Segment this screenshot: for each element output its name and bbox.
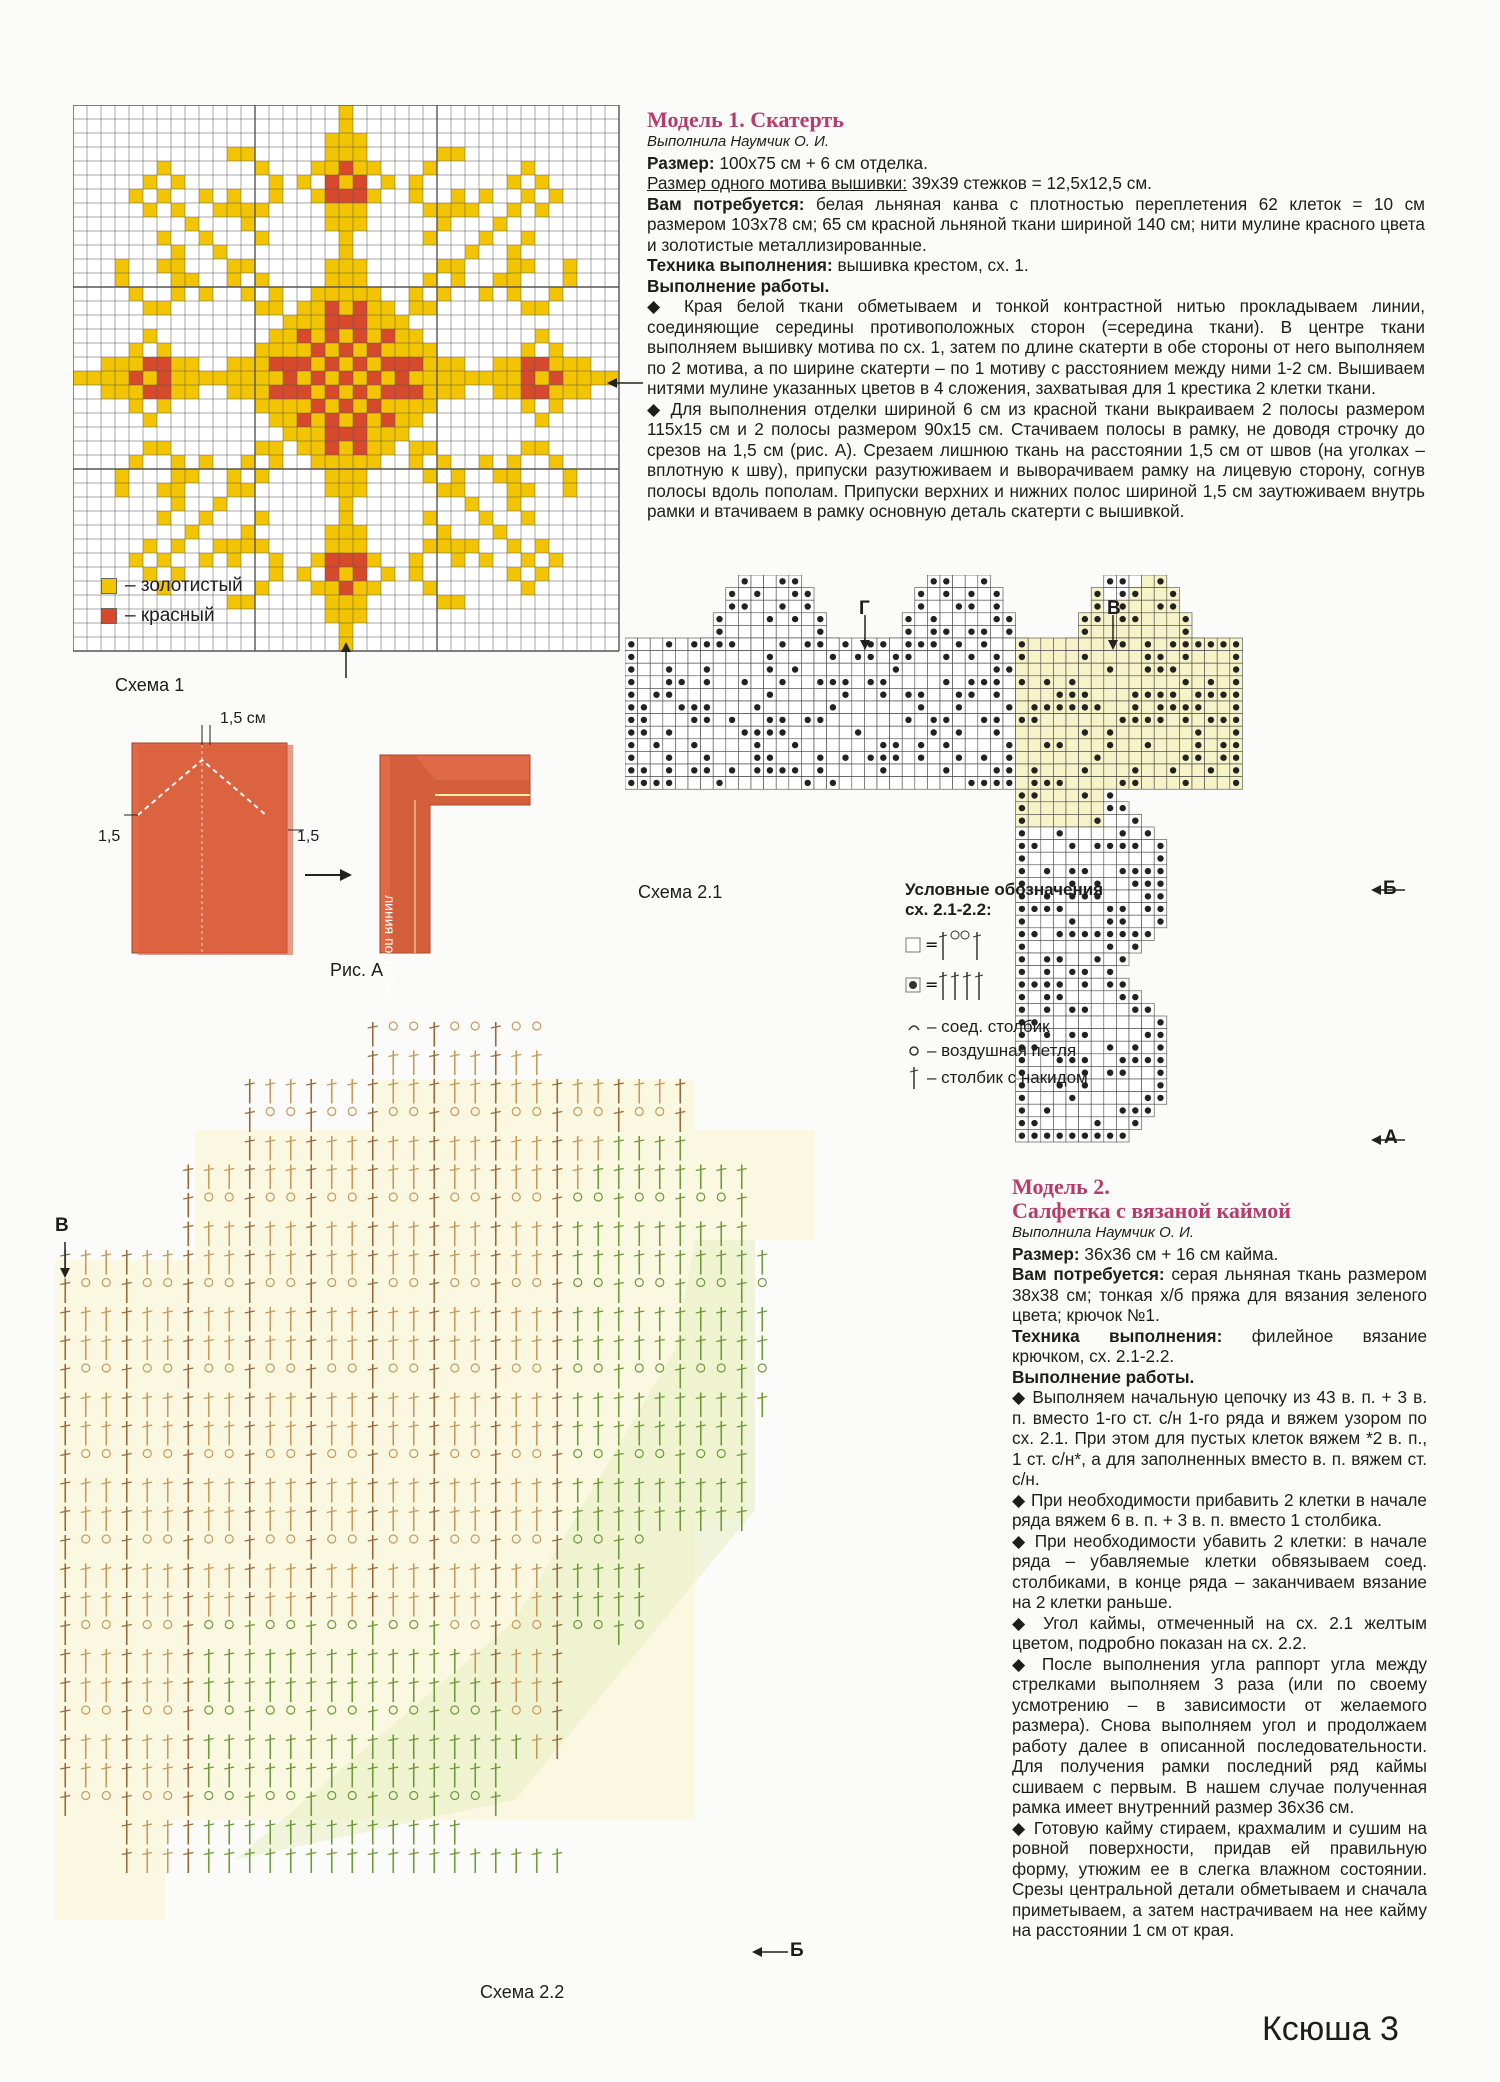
fig-a-fold-line: линия подгибки — [382, 895, 398, 997]
gold-swatch-icon — [101, 578, 117, 594]
model2-author: Выполнила Наумчик О. И. — [1012, 1224, 1195, 1241]
fig-a-caption: Рис. А — [330, 960, 384, 980]
model1-motif-value: 39х39 стежков = 12,5х12,5 см. — [906, 173, 1152, 193]
fig-a-dim-top: 1,5 см — [220, 710, 266, 727]
model2-title-2: Салфетка с вязаной каймой — [1012, 1198, 1291, 1223]
model1-paragraph-2: ◆ Для выполнения отделки шириной 6 см из красной ткани выкраиваем 2 полосы размером 115х15 см и 2 полосы размером 90х15 см. Стачиваем полосы в рамку, не доводя строчку до срезов на 1,5 см (рис. А). Срезаем лишнюю ткань на расстоянии 1,5 см от швов (на уголках – вплотную к шву), припуски разутюживаем и выворачиваем рамку на лицевую сторону, согнув полосы вдоль пополам. Припуски верхних и нижних полос шириной 1,5 см заутюживаем внутрь рамки и втачиваем в рамку основную деталь скатерти с вышивкой. — [647, 398, 1425, 521]
model1-tech-label: Техника выполнения: — [647, 255, 833, 275]
scheme21-caption: Схема 2.1 — [638, 882, 723, 902]
scheme21-arrow-a: А — [1384, 1127, 1398, 1148]
fig-a-dim-left: 1,5 — [98, 828, 121, 845]
scheme1-chart — [73, 105, 620, 652]
model2-paragraph-6: ◆ Готовую кайму стираем, крахмалим и сушим на ровной поверхности, придав ей правильную форму, утюжим ее в слегка влажном состоянии. Срезы центральной детали обметываем и сначала приметываем, а затем настрачиваем на нее кайму на расстоянии 1 см от края. — [1012, 1817, 1427, 1940]
model2-text — [1012, 1175, 1427, 1941]
fig-a-diagram — [90, 705, 550, 970]
arrow-left-icon — [605, 368, 645, 398]
legend-dc-label: – столбик с накидом — [927, 1068, 1088, 1087]
fig-a-dim-right: 1,5 — [297, 828, 320, 845]
model1-author: Выполнила Наумчик О. И. — [647, 133, 830, 150]
page-number: 3 — [1379, 2010, 1399, 2048]
scheme22-chart — [55, 1020, 1005, 1960]
model1-size-value: 100х75 см + 6 см отделка. — [714, 152, 928, 173]
legend-cells-icon — [905, 926, 1135, 1006]
red-swatch-icon — [101, 608, 117, 624]
model1-work-label: Выполнение работы. — [647, 275, 830, 296]
cross-stitch-grid — [73, 105, 620, 652]
magazine-name: Ксюша — [1262, 2010, 1371, 2048]
arrow-left-icon — [750, 1942, 790, 1962]
model1-size-label: Размер: — [647, 152, 715, 173]
legend-title: Условные обозначения — [905, 880, 1104, 899]
model2-paragraph-4: ◆ Угол каймы, отмеченный на сх. 2.1 желтым цветом, подробно показан на сх. 2.2. — [1012, 1612, 1427, 1653]
model2-work-label: Выполнение работы. — [1012, 1366, 1195, 1387]
svg-text:=: = — [925, 935, 939, 954]
model2-paragraph-1: ◆ Выполняем начальную цепочку из 43 в. п. + 3 в. п. вместо 1-го ст. с/н 1-го ряда и вяжем узором по сх. 2.1. При этом для пустых клеток вяжем *2 в. п., 1 ст. с/н*, а для заполненных вместо в. п. вяжем ст. с/н. — [1012, 1387, 1427, 1489]
model2-paragraph-3: ◆ При необходимости убавить 2 клетки: в начале ряда – убавляемые клетки обвязываем соед. столбиками, в конце ряда – заканчиваем вязание на 2 клетки раньше. — [1012, 1530, 1427, 1612]
arrow-down-icon — [55, 1240, 75, 1280]
model2-tech-value: филейное вязание крючком, сх. 2.1-2.2. — [1012, 1325, 1427, 1366]
arrow-up-icon — [331, 640, 361, 680]
legend-gold — [101, 575, 281, 597]
model1-text — [647, 108, 1425, 522]
scheme22-arrow-v: В — [55, 1215, 69, 1236]
scheme21-arrow-v: В — [1107, 598, 1121, 619]
model2-title-1: Модель 2. — [1012, 1174, 1110, 1199]
model2-need-value: серая льняная ткань размером 38х38 см; тонкая х/б пряжа для вязания зеленого цвета; крючок №1. — [1012, 1264, 1427, 1325]
model2-size-label: Размер: — [1012, 1243, 1080, 1264]
legend-red-label: – красный — [125, 605, 215, 626]
model1-paragraph-1: ◆ Края белой ткани обметываем и тонкой контрастной нитью прокладываем линии, соединяющие середины противоположных сторон (=середина ткани). В центре ткани выполняем вышивку мотива по сх. 1, затем по длине скатерти в обе стороны от него выполняем по 2 мотива, а по ширине скатерти – по 1 мотиву с расстоянием между ними 1-2 см. Вышиваем нитями мулине указанных цветов в 4 сложения, захватывая для 1 крестика 2 клетки ткани. — [647, 296, 1425, 398]
svg-text:=: = — [925, 975, 939, 994]
legend-gold-label: – золотистый — [125, 575, 243, 596]
model2-paragraph-2: ◆ При необходимости прибавить 2 клетки в начале ряда вяжем 6 в. п. + 3 в. п. вместо 1 столбика. — [1012, 1489, 1427, 1530]
scheme1-caption: Схема 1 — [115, 675, 185, 695]
legend-red — [101, 605, 281, 627]
legend-subtitle: сх. 2.1-2.2: — [905, 900, 992, 919]
legend-ss-label: – соед. столбик — [927, 1017, 1050, 1036]
model2-size-value: 36х36 см + 16 см кайма. — [1079, 1243, 1279, 1264]
scheme22-caption: Схема 2.2 — [480, 1982, 565, 2002]
model1-tech-value: вышивка крестом, сх. 1. — [832, 255, 1029, 275]
model1-need-label: Вам потребуется: — [647, 193, 805, 214]
model2-tech-label: Техника выполнения: — [1012, 1325, 1223, 1346]
model2-paragraph-5: ◆ После выполнения угла раппорт угла между стрелками выполняем 3 раза (или по своему усмотрению – в зависимости от желаемого размера). Снова выполняем угол и продолжаем работу далее в описанной последовательности. Для получения рамки последний ряд каймы сшиваем с первым. В нашем случае полученная рамка имеет внутренний размер 36х36 см. — [1012, 1653, 1427, 1817]
scheme21-arrow-g: Г — [859, 598, 870, 619]
scheme21-arrow-b: Б — [1383, 878, 1397, 899]
scheme22-arrow-b: Б — [790, 1940, 804, 1961]
legend-ch-label: – воздушная петля — [927, 1041, 1077, 1060]
page-footer — [1262, 2010, 1399, 2049]
scheme1-legend — [101, 575, 281, 627]
model1-title: Модель 1. Скатерть — [647, 107, 844, 132]
model1-need-value: белая льняная канва с плотностью переплетения 62 клеток = 10 см размером 103х78 см; 65 см красной льняной ткани шириной 140 см; нити мулине красного цвета и золотистые металлизированные. — [647, 193, 1425, 255]
model1-motif-label: Размер одного мотива вышивки: — [647, 173, 907, 193]
model2-need-label: Вам потребуется: — [1012, 1264, 1165, 1284]
